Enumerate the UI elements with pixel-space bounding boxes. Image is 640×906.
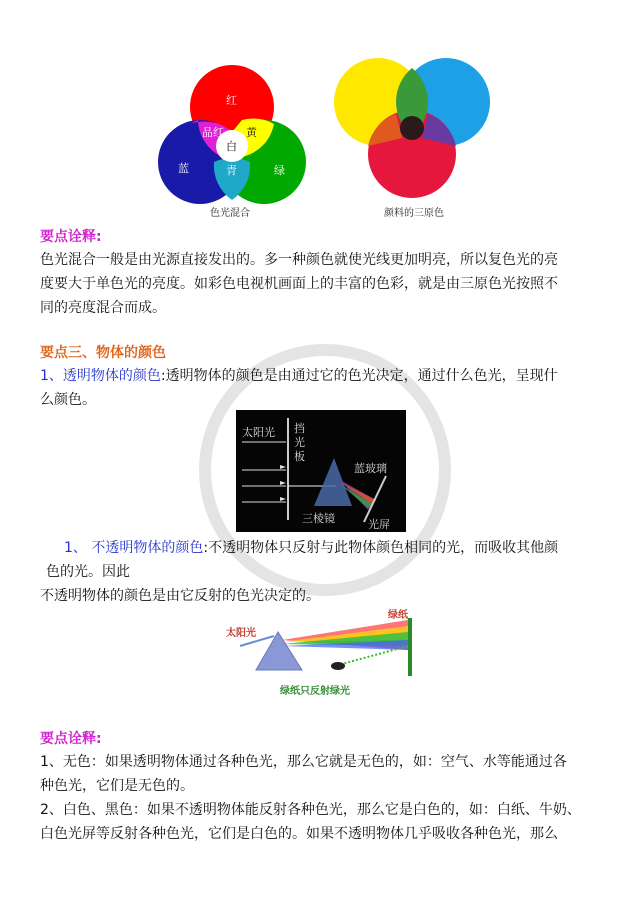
label-magenta: 品红 <box>202 126 224 139</box>
label-green-paper: 绿纸 <box>388 610 408 621</box>
green-paper <box>408 618 412 676</box>
label-blue-glass: 蓝玻璃 <box>354 462 387 475</box>
section2-item1 <box>40 364 620 412</box>
label-board-3: 板 <box>294 450 305 463</box>
item2-text: :不透明物体只反射与此物体颜色相同的光，而吸收其他颜 <box>203 540 559 556</box>
fig1-caption: 色光混合 <box>210 208 250 219</box>
section4-line: 白色光屏等反射各种色光，它们是白色的。如果不透明物体几乎吸收各种色光，那么 <box>40 826 558 842</box>
item1-text: :透明物体的颜色是由通过它的色光决定，通过什么色光，呈现什 <box>160 368 558 384</box>
section3-line3: 不透明物体的颜色是由它反射的色光决定的。 <box>40 588 320 604</box>
section2-heading: 要点三、物体的颜色 <box>40 345 166 361</box>
section4-line: 1、无色：如果透明物体通过各种色光，那么它就是无色的，如：空气、水等能通过各 <box>40 754 567 770</box>
label-sunlight-2: 太阳光 <box>226 628 256 639</box>
opaque-object-figure <box>222 606 422 702</box>
section3-item <box>46 536 624 584</box>
label-prism: 三棱镜 <box>302 512 335 525</box>
pigment-primaries-figure <box>328 50 498 220</box>
light-mixing-figure <box>150 62 320 220</box>
item1-line2: 么颜色。 <box>40 392 96 408</box>
label-green: 绿 <box>274 164 285 177</box>
label-cyan: 青 <box>226 164 237 177</box>
label-board-1: 挡 <box>294 422 305 435</box>
item1-label: 1、透明物体的颜色 <box>40 368 161 384</box>
label-sunlight: 太阳光 <box>242 426 275 439</box>
item2-number: 1、 <box>64 540 87 556</box>
label-yellow: 黄 <box>246 126 257 139</box>
section4-paragraph <box>40 750 620 846</box>
section1-line: 度要大于单色光的亮度。如彩色电视机画面上的丰富的色彩，就是由三原色光按照不 <box>40 276 558 292</box>
label-red: 红 <box>226 94 237 107</box>
black-center <box>400 116 424 140</box>
label-white: 白 <box>226 140 237 153</box>
item2-label: 不透明物体的颜色 <box>91 540 204 556</box>
item2-line2: 色的光。因此 <box>46 564 130 580</box>
section1-line: 色光混合一般是由光源直接发出的。多一种颜色就使光线更加明亮，所以复色光的亮 <box>40 252 558 268</box>
label-board-2: 光 <box>294 436 305 449</box>
section1-heading: 要点诠释: <box>40 229 102 245</box>
section4-line: 2、白色、黑色：如果不透明物体能反射各种色光，那么它是白色的，如：白纸、牛奶、 <box>40 802 581 818</box>
section1-line: 同的亮度混合而成。 <box>40 300 166 316</box>
section4-line: 种色光，它们是无色的。 <box>40 778 194 794</box>
section4-heading: 要点诠释: <box>40 731 102 747</box>
transparent-object-figure <box>236 410 406 532</box>
section1-paragraph <box>40 248 620 320</box>
eye-icon <box>331 662 345 670</box>
prism-2 <box>256 632 302 670</box>
label-blue: 蓝 <box>178 162 189 175</box>
fig4-caption: 绿纸只反射绿光 <box>280 686 350 697</box>
fig2-caption: 颜料的三原色 <box>384 208 444 219</box>
label-screen: 光屏 <box>368 518 390 531</box>
